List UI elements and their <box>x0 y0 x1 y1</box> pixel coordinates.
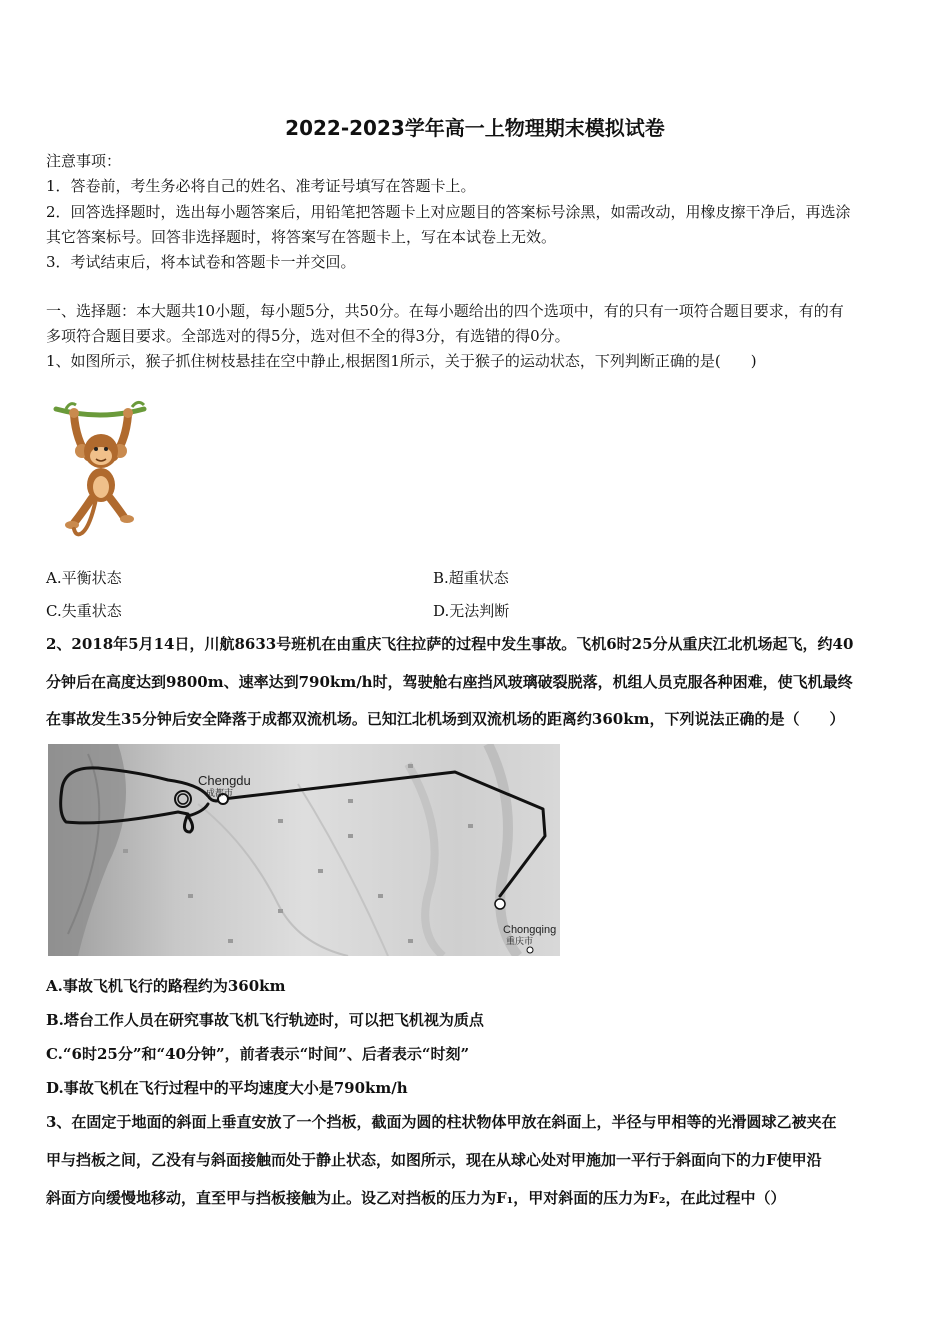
monkey-hand <box>69 408 79 418</box>
q2-stem-line-1: 2、2018年5月14日，川航8633号班机在由重庆飞往拉萨的过程中发生事故。飞机6时25分从重庆江北机场起飞，约40 <box>46 635 854 653</box>
section-instructions-2: 多项符合题目要求。全部选对的得5分，选对但不全的得3分，有选错的得0分。 <box>46 327 570 345</box>
notice-item-1: 1．答卷前，考生务必将自己的姓名、准考证号填写在答题卡上。 <box>46 177 476 195</box>
notice-heading: 注意事项： <box>46 152 122 170</box>
notice-item-3: 3．考试结束后，将本试卷和答题卡一并交回。 <box>46 253 356 271</box>
q2-option-b[interactable]: B.塔台工作人员在研究事故飞机飞行轨迹时，可以把飞机视为质点 <box>46 1011 484 1029</box>
section-instructions-1: 一、选择题：本大题共10小题，每小题5分，共50分。在每小题给出的四个选项中，有的只有一项符合题目要求，有的有 <box>46 302 844 320</box>
q2-option-a[interactable]: A.事故飞机飞行的路程约为360km <box>46 977 286 995</box>
monkey-hand <box>123 408 133 418</box>
chengdu-cn-label: 成都市 <box>206 789 234 799</box>
monkey-belly <box>93 476 109 498</box>
monkey-eye <box>104 447 108 451</box>
monkey-leg-right <box>110 498 124 517</box>
monkey-foot <box>65 521 79 529</box>
monkey-foot <box>120 515 134 523</box>
jiangbei-airport-marker <box>495 899 505 909</box>
monkey-hanging-figure <box>52 395 152 540</box>
q3-stem-line-3: 斜面方向缓慢地移动，直至甲与挡板接触为止。设乙对挡板的压力为F₁，甲对斜面的压力为F₂，在此过程中（） <box>46 1189 786 1207</box>
q1-option-c[interactable]: C.失重状态 <box>46 602 122 620</box>
chongqing-en-label: Chongqing <box>503 924 557 936</box>
q1-stem: 1、如图所示，猴子抓住树枝悬挂在空中静止,根据图1所示，关于猴子的运动状态，下列判断正确的是( ) <box>46 352 757 370</box>
q2-option-c[interactable]: C.“6时25分”和“40分钟”，前者表示“时间”、后者表示“时刻” <box>46 1045 470 1063</box>
page-title: 2022-2023学年高一上物理期末模拟试卷 <box>285 116 665 140</box>
leaf <box>132 402 144 407</box>
chongqing-cn-label: 重庆市 <box>506 937 534 947</box>
q3-stem-line-1: 3、在固定于地面的斜面上垂直安放了一个挡板，截面为圆的柱状物体甲放在斜面上，半径与甲相等的光滑圆球乙被夹在 <box>46 1113 837 1131</box>
q1-option-a[interactable]: A.平衡状态 <box>46 569 122 587</box>
monkey-eye <box>94 447 98 451</box>
notice-item-2: 2．回答选择题时，选出每小题答案后，用铅笔把答题卡上对应题目的答案标号涂黑，如需改动，用橡皮擦干净后，再选涂 <box>46 203 851 221</box>
chengdu-en-label: Chengdu <box>198 773 251 788</box>
notice-item-2-cont: 其它答案标号。回答非选择题时，将答案写在答题卡上，写在本试卷上无效。 <box>46 228 557 246</box>
monkey-face <box>90 447 112 465</box>
q1-option-b[interactable]: B.超重状态 <box>433 569 509 587</box>
q1-option-d[interactable]: D.无法判断 <box>433 602 510 620</box>
q2-stem-line-3: 在事故发生35分钟后安全降落于成都双流机场。已知江北机场到双流机场的距离约360km，下列说法正确的是（ ） <box>46 710 845 728</box>
q2-option-d[interactable]: D.事故飞机在飞行过程中的平均速度大小是790km/h <box>46 1079 408 1097</box>
chongqing-marker <box>527 947 533 953</box>
flight-path-map <box>48 744 560 956</box>
q2-stem-line-2: 分钟后在高度达到9800m、速率达到790km/h时，驾驶舱右座挡风玻璃破裂脱落，机组人员克服各种困难，使飞机最终 <box>46 673 853 691</box>
q3-stem-line-2: 甲与挡板之间，乙没有与斜面接触而处于静止状态，如图所示，现在从球心处对甲施加一平行于斜面向下的力F使甲沿 <box>46 1151 822 1169</box>
